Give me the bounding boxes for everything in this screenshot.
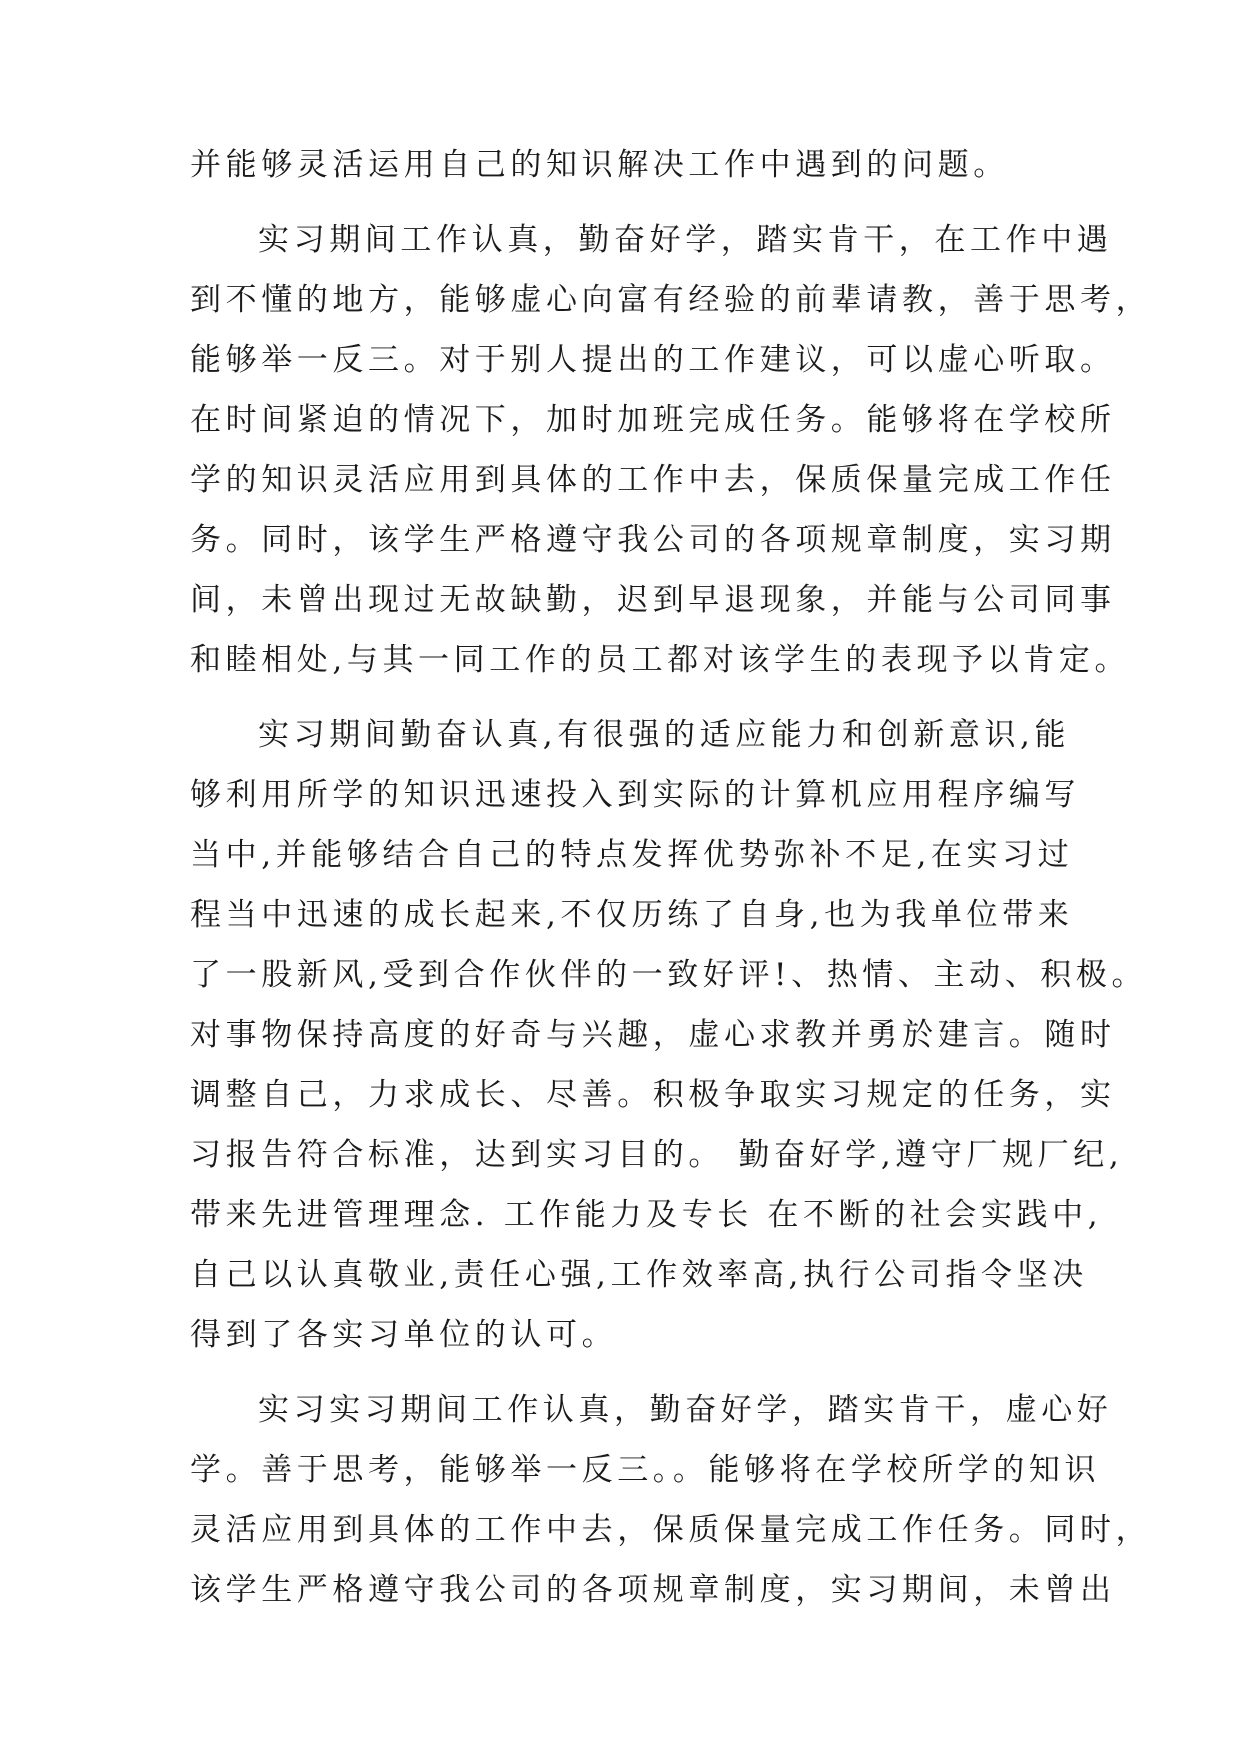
text-line: 该学生严格遵守我公司的各项规章制度，实习期间，未曾出 xyxy=(190,1572,1116,1608)
text-line: 当中,并能够结合自己的特点发挥优势弥补不足,在实习过 xyxy=(190,837,1074,873)
text-line: 调整自己，力求成长、尽善。积极争取实习规定的任务，实 xyxy=(190,1077,1116,1113)
text-line: 学的知识灵活应用到具体的工作中去，保质保量完成工作任 xyxy=(190,462,1116,498)
text-line: 间，未曾出现过无故缺勤，迟到早退现象，并能与公司同事 xyxy=(190,582,1116,618)
text-line: 到不懂的地方，能够虚心向富有经验的前辈请教，善于思考， xyxy=(190,282,1152,318)
text-line: 带来先进管理理念. 工作能力及专长 在不断的社会实践中, xyxy=(190,1197,1103,1233)
paragraph-first-line: 实习期间工作认真，勤奋好学，踏实肯干，在工作中遇 xyxy=(258,222,1113,258)
text-line: 务。同时，该学生严格遵守我公司的各项规章制度，实习期 xyxy=(190,522,1116,558)
paragraph-first-line: 实习实习期间工作认真，勤奋好学，踏实肯干，虚心好 xyxy=(258,1392,1113,1428)
text-line: 和睦相处,与其一同工作的员工都对该学生的表现予以肯定。 xyxy=(190,642,1131,678)
text-line: 并能够灵活运用自己的知识解决工作中遇到的问题。 xyxy=(190,147,1009,183)
text-line: 得到了各实习单位的认可。 xyxy=(190,1317,618,1353)
text-line: 够利用所学的知识迅速投入到实际的计算机应用程序编写 xyxy=(190,777,1080,813)
text-line: 自己以认真敬业,责任心强,工作效率高,执行公司指令坚决 xyxy=(190,1257,1088,1293)
text-line: 学。善于思考，能够举一反三。。能够将在学校所学的知识 xyxy=(190,1452,1101,1488)
text-line: 能够举一反三。对于别人提出的工作建议，可以虚心听取。 xyxy=(190,342,1116,378)
text-line: 对事物保持高度的好奇与兴趣，虚心求教并勇於建言。随时 xyxy=(190,1017,1116,1053)
text-line: 了一股新风,受到合作伙伴的一致好评!、热情、主动、积极。 xyxy=(190,957,1148,993)
text-line: 程当中迅速的成长起来,不仅历练了自身,也为我单位带来 xyxy=(190,897,1074,933)
paragraph-first-line: 实习期间勤奋认真,有很强的适应能力和创新意识,能 xyxy=(258,717,1071,753)
text-line: 在时间紧迫的情况下，加时加班完成任务。能够将在学校所 xyxy=(190,402,1116,438)
text-line: 灵活应用到具体的工作中去，保质保量完成工作任务。同时， xyxy=(190,1512,1152,1548)
text-line: 习报告符合标准，达到实习目的。 勤奋好学,遵守厂规厂纪, xyxy=(190,1137,1124,1173)
